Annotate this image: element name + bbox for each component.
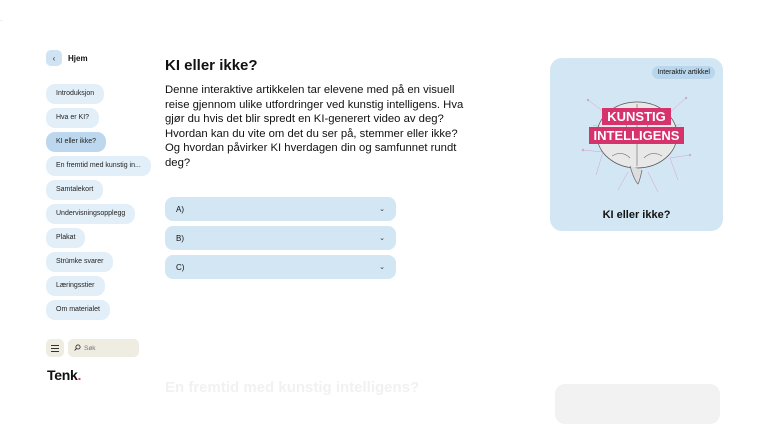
accordion-b[interactable] (165, 226, 396, 250)
sidebar-tools (46, 339, 139, 357)
corner-mark: · (0, 18, 2, 24)
accordion-a[interactable] (165, 197, 396, 221)
home-link[interactable] (46, 50, 156, 66)
intro-text: Denne interaktive artikkelen tar elevene med på en visuell reise gjennom ulike utfordringer ved kunstig intelligens. Hva gjør du hvis det blir spredt en KI-generert video av deg? Hvordan kan du vite om det du ser på, stemmer eller ikke? Og hvordan påvirker KI hverdagen din og samfunnet rundt deg? (165, 84, 464, 169)
search-field[interactable] (68, 339, 139, 357)
chevron-left-icon[interactable]: ‹ (46, 50, 62, 66)
home-label: Hjem (68, 53, 88, 63)
sidebar-item-laeringsstier[interactable]: Læringsstier (46, 276, 105, 296)
article-card[interactable] (550, 58, 723, 231)
search-icon (74, 344, 81, 353)
next-section-heading: En fremtid med kunstig intelligens? (165, 379, 420, 396)
sidebar-item-strumke-svarer[interactable]: Strümke svarer (46, 252, 113, 272)
card-art-line1: KUNSTIG (602, 108, 671, 125)
search-input[interactable] (84, 345, 134, 352)
card-art-line2: INTELLIGENS (589, 127, 685, 144)
card-art-title (584, 108, 689, 144)
sidebar-item-plakat[interactable]: Plakat (46, 228, 85, 248)
card-badge: Interaktiv artikkel (652, 66, 715, 79)
accordion-label: A) (176, 204, 184, 214)
sidebar-item-introduksjon[interactable]: Introduksjon (46, 84, 104, 104)
chevron-down-icon: ⌄ (379, 235, 385, 242)
sidebar-item-om-materialet[interactable]: Om materialet (46, 300, 110, 320)
hamburger-icon[interactable] (46, 339, 64, 357)
sidebar-item-en-fremtid[interactable]: En fremtid med kunstig in... (46, 156, 151, 176)
accordion-c[interactable] (165, 255, 396, 279)
next-section-card[interactable] (555, 384, 720, 424)
accordion-label: C) (176, 262, 185, 272)
logo[interactable] (47, 367, 81, 383)
logo-dot: . (77, 367, 82, 383)
sidebar-item-undervisningsopplegg[interactable]: Undervisningsopplegg (46, 204, 135, 224)
sidebar-item-samtalekort[interactable]: Samtalekort (46, 180, 103, 200)
page-title: KI eller ikke? (165, 57, 258, 74)
accordion-label: B) (176, 233, 184, 243)
sidebar-item-hva-er-ki[interactable]: Hva er KI? (46, 108, 99, 128)
sidebar (46, 50, 156, 324)
chevron-down-icon: ⌄ (379, 206, 385, 213)
logo-text: Tenk (47, 367, 78, 383)
sidebar-item-ki-eller-ikke[interactable]: KI eller ikke? (46, 132, 106, 152)
sidebar-nav (46, 84, 156, 324)
chevron-down-icon: ⌄ (379, 264, 385, 271)
card-title: KI eller ikke? (602, 209, 671, 221)
